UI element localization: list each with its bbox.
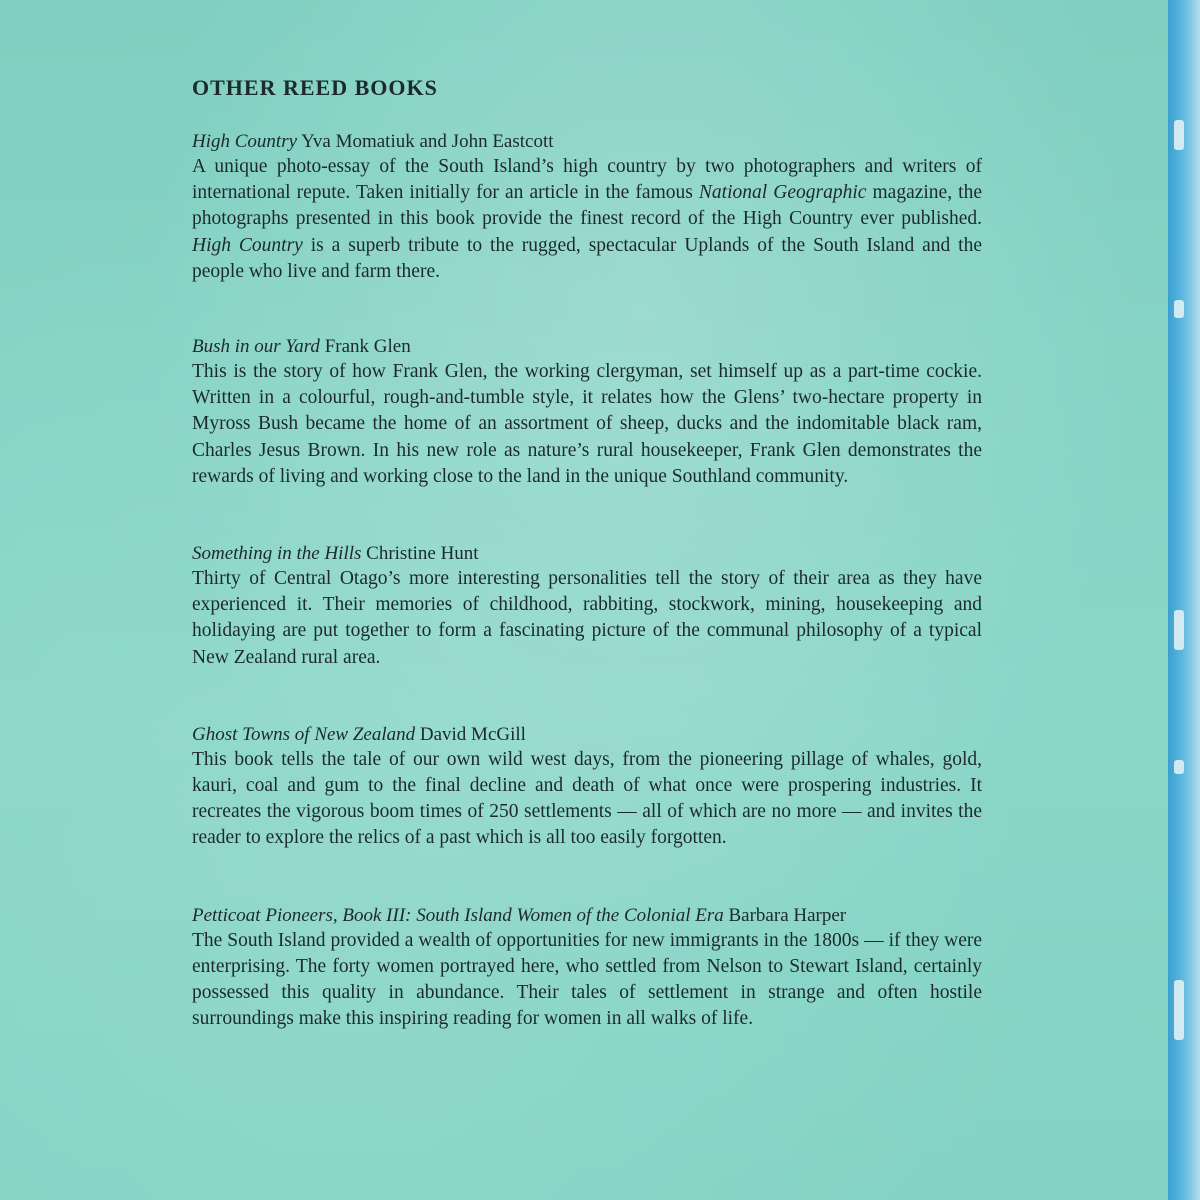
book-author: Christine Hunt	[366, 543, 479, 565]
worn-edge-mark	[1174, 980, 1184, 1040]
description-text: This book tells the tale of our own wild west days, from the pioneering pillage of whales, gold, kauri, coal and gum to the final decline and death of what once were prospering industries. It recreates the vigorous boom times of 250 settlements — all of which are no more — and invites the reader to explore the relics of a past which is all too easily forgotten.	[192, 748, 982, 849]
worn-edge-mark	[1174, 300, 1184, 318]
book-author: Barbara Harper	[728, 904, 847, 926]
book-entry	[192, 130, 982, 285]
book-description	[192, 154, 982, 285]
book-title: Ghost Towns of New Zealand	[192, 723, 416, 745]
book-description	[192, 928, 982, 1033]
book-title: Petticoat Pioneers, Book III: South Island Women of the Colonial Era	[192, 904, 724, 926]
book-entry	[192, 904, 982, 1033]
book-description	[192, 747, 982, 852]
book-author: Yva Momatiuk and John Eastcott	[301, 131, 554, 152]
book-entry	[192, 723, 982, 852]
book-title: Bush in our Yard	[192, 336, 320, 358]
book-author: David McGill	[419, 723, 526, 745]
book-author: Frank Glen	[324, 336, 411, 358]
italic-title-reference: High Country	[192, 234, 303, 256]
book-entry	[192, 335, 982, 490]
description-text: magazine, the photographs presented in this book provide the finest record of the High Country ever published.	[192, 182, 982, 230]
italic-title-reference: National Geographic	[698, 182, 867, 204]
book-list	[192, 72, 982, 1032]
book-description	[192, 566, 982, 671]
page-heading: OTHER REED BOOKS	[192, 75, 438, 100]
description-text: This is the story of how Frank Glen, the working clergyman, set himself up as a part-time cockie. Written in a colourful, rough-and-tumble style, it relates how the Glens’ two-hectare property in Myross Bush became the home of an assortment of sheep, ducks and the indomitable black ram, Charles Jesus Brown. In his new role as nature’s rural housekeeper, Frank Glen demonstrates the rewards of living and working close to the land in the unique Southland community.	[192, 361, 982, 487]
book-description	[192, 359, 982, 490]
jacket-edge	[1168, 0, 1200, 1200]
description-text: Thirty of Central Otago’s more interesting personalities tell the story of their area as they have experienced it. Their memories of childhood, rabbiting, stockwork, mining, housekeeping and holidaying are put together to form a fascinating picture of the communal philosophy of a typical New Zealand rural area.	[192, 568, 982, 668]
worn-edge-mark	[1174, 610, 1184, 650]
book-title: High Country	[192, 131, 298, 152]
description-text: A unique photo-essay of the South Island’s high country by two photographers and writers of international repute. Taken initially for an article in the famous	[192, 156, 982, 204]
description-text: The South Island provided a wealth of opportunities for new immigrants in the 1800s — if they were enterprising. The forty women portrayed here, who settled from Nelson to Stewart Island, certainly possessed this quality in abundance. Their tales of settlement in strange and often hostile surroundings make this inspiring reading for women in all walks of life.	[192, 929, 982, 1030]
worn-edge-mark	[1174, 760, 1184, 774]
worn-edge-mark	[1174, 120, 1184, 150]
description-text: is a superb tribute to the rugged, spectacular Uplands of the South Island and the people who live and farm there.	[192, 234, 983, 282]
book-entry	[192, 542, 982, 671]
book-title: Something in the Hills	[192, 543, 362, 565]
